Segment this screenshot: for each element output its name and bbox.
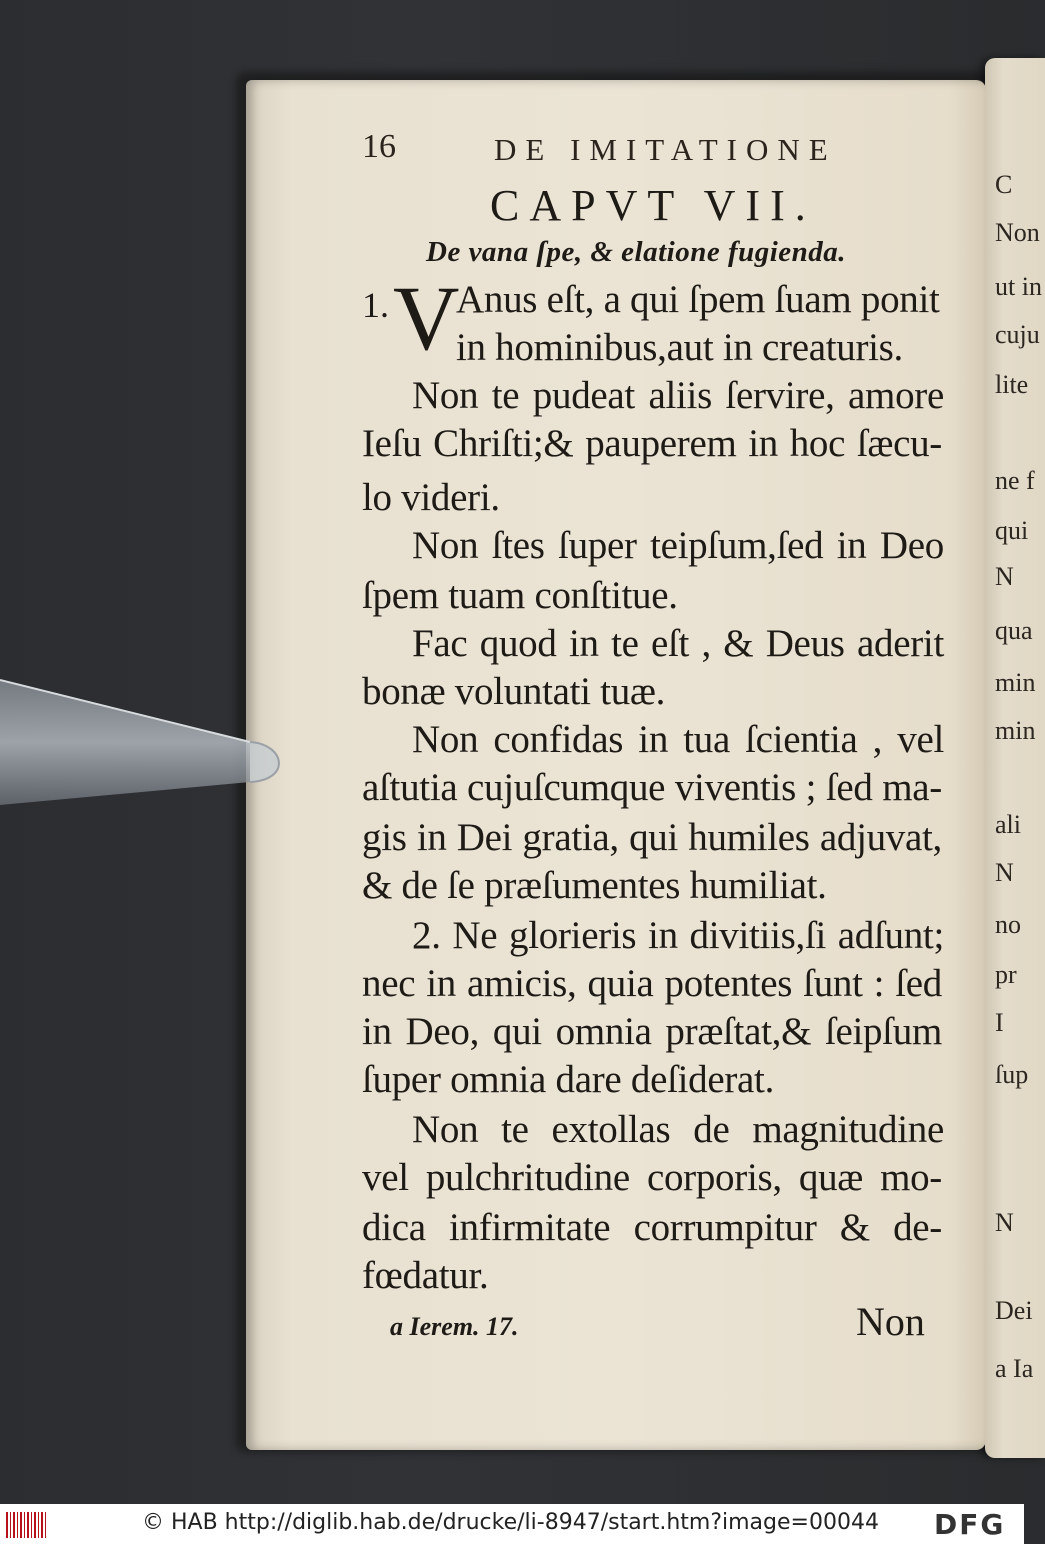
facing-page-fragment: ali: [995, 810, 1021, 839]
text-line: Non confidas in tua ſcientia , vel: [412, 718, 944, 761]
page-number: 16: [362, 128, 396, 165]
footnote: a Ierem. 17.: [390, 1312, 519, 1341]
drop-cap: V: [393, 267, 460, 369]
footer-bar: [0, 1504, 1024, 1544]
running-title: DE IMITATIONE: [494, 132, 837, 167]
text-line: in hominibus,aut in creaturis.: [456, 326, 904, 369]
text-line: bonæ voluntati tuæ.: [362, 670, 666, 713]
text-line: 2. Ne glorieris in divitiis,ſi adſunt;: [412, 914, 944, 957]
facing-page-fragment: lite: [995, 370, 1029, 399]
text-line: dica infirmitate corrumpitur & de-: [362, 1206, 942, 1249]
text-line: & de ſe præſumentes humiliat.: [362, 864, 827, 907]
text-line: nec in amicis, quia potentes ſunt : ſed: [362, 962, 942, 1005]
facing-page-fragment: N: [995, 858, 1014, 887]
text-line: vel pulchritudine corporis, quæ mo-: [362, 1156, 942, 1199]
text-line: Non ſtes ſuper teipſum,ſed in Deo: [412, 524, 944, 567]
text-line: gis in Dei gratia, qui humiles adjuvat,: [362, 816, 942, 859]
facing-page-fragment: C: [995, 170, 1013, 199]
chapter-subtitle: De vana ſpe, & elatione fugienda.: [426, 236, 847, 268]
facing-page-fragment: ne f: [995, 466, 1035, 495]
facing-page-fragment: qua: [995, 616, 1033, 645]
facing-page-fragment: N: [995, 1208, 1014, 1237]
facing-page-fragment: qui: [995, 516, 1029, 545]
catchword: Non: [856, 1299, 925, 1344]
facing-page-fragment: cuju: [995, 320, 1040, 349]
text-line: ſuper omnia dare deſiderat.: [362, 1058, 775, 1101]
text-line: ſpem tuam conſtitue.: [362, 574, 678, 617]
facing-page-fragment: Non: [995, 218, 1040, 247]
facing-page-fragment: pr: [995, 960, 1017, 989]
text-line: Fac quod in te eſt , & Deus aderit: [412, 622, 944, 665]
footer-credit-link[interactable]: © HAB http://diglib.hab.de/drucke/li-8947/start.htm?image=00044: [142, 1510, 879, 1535]
hab-logo-icon: [6, 1512, 48, 1538]
facing-page-fragment: N: [995, 562, 1014, 591]
facing-page-fragment: I: [995, 1008, 1004, 1037]
facing-page-fragment: no: [995, 910, 1021, 939]
facing-page-fragment: min: [995, 668, 1036, 697]
text-line: Anus eſt, a qui ſpem ſuam ponit: [456, 278, 940, 321]
facing-page-fragment: Dei: [995, 1296, 1033, 1325]
text-line: Non te pudeat aliis ſervire, amore: [412, 374, 944, 417]
facing-page-fragment: ut in: [995, 272, 1042, 301]
dfg-logo: DFG: [934, 1508, 1006, 1541]
facing-page-fragment: a Ia: [995, 1354, 1034, 1383]
text-line: aſtutia cujuſcumque viventis ; ſed ma-: [362, 766, 942, 809]
text-line: fœdatur.: [362, 1254, 489, 1297]
paragraph-number: 1.: [362, 285, 389, 325]
text-line: in Deo, qui omnia præſtat,& ſeipſum: [362, 1010, 942, 1053]
text-line: Ieſu Chriſti;& pauperem in hoc ſæcu-: [362, 422, 942, 465]
chapter-heading: CAPVT VII.: [490, 181, 816, 230]
text-line: Non te extollas de magnitudine: [412, 1108, 944, 1151]
facing-page-fragment: min: [995, 716, 1036, 745]
facing-page-fragment: ſup: [995, 1060, 1029, 1089]
text-line: lo videri.: [362, 476, 500, 519]
